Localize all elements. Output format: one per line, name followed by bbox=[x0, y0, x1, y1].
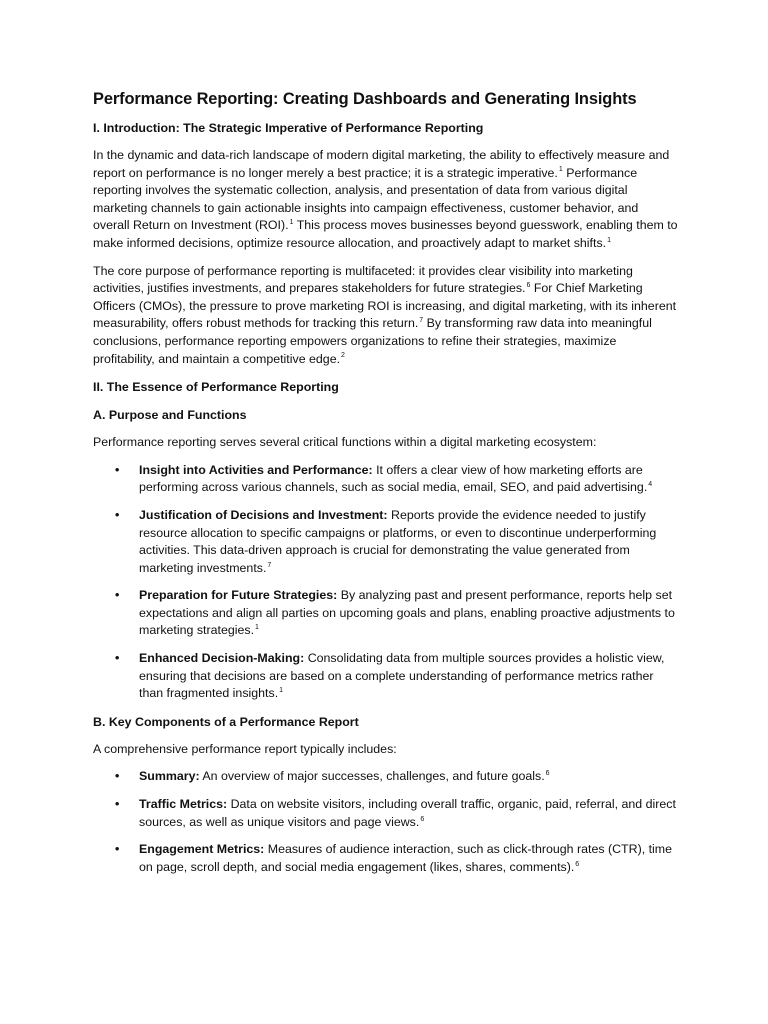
intro-p1-text-c: This process moves businesses beyond guesswork, enabling them to make informed decisions, optimize resource allocation, and proactively adapt to market shifts. bbox=[93, 218, 678, 250]
list-item-text: Consolidating data from multiple sources provides a holistic view, ensuring that decisions are based on a complete understanding of performance metrics rather than fragmented insights. bbox=[139, 651, 665, 701]
subsection-b-intro: A comprehensive performance report typically includes: bbox=[93, 741, 397, 756]
subsection-a-intro: Performance reporting serves several critical functions within a digital marketing ecosystem: bbox=[93, 435, 597, 450]
intro-paragraph-1 bbox=[93, 147, 678, 253]
document-page bbox=[93, 88, 678, 886]
intro-p2-text-a: The core purpose of performance reporting is multifaceted: it provides clear visibility into marketing activities, justifies investments, and prepares stakeholders for future strategies. bbox=[93, 263, 633, 296]
list-item bbox=[93, 587, 678, 640]
citation-ref: 1 bbox=[279, 687, 284, 695]
list-item bbox=[93, 796, 678, 831]
list-item-term: Summary: bbox=[139, 769, 200, 784]
intro-paragraph-2 bbox=[93, 263, 678, 369]
list-item-term: Enhanced Decision-Making: bbox=[139, 651, 305, 666]
citation-ref: 4 bbox=[648, 481, 653, 489]
bullet-icon: • bbox=[115, 651, 120, 666]
functions-list bbox=[93, 462, 678, 703]
citation-ref: 6 bbox=[526, 282, 531, 290]
citation-ref: 6 bbox=[545, 770, 550, 778]
citation-ref: 1 bbox=[558, 166, 563, 174]
bullet-icon: • bbox=[115, 462, 120, 477]
list-item-term: Justification of Decisions and Investment: bbox=[139, 507, 388, 522]
list-item bbox=[93, 650, 678, 703]
citation-ref: 6 bbox=[575, 860, 580, 868]
list-item bbox=[93, 507, 678, 577]
list-item-text: Reports provide the evidence needed to justify resource allocation to specific campaigns or platforms, or even to discontinue underperforming activities. This data-driven approach is crucial for demonstrating the value generated from marketing investments. bbox=[139, 507, 657, 575]
citation-ref: 1 bbox=[255, 624, 259, 632]
list-item bbox=[93, 768, 678, 786]
section-2-heading: II. The Essence of Performance Reporting bbox=[93, 380, 339, 395]
intro-p2-text-b: For Chief Marketing Officers (CMOs), the pressure to prove marketing ROI is increasing, and digital marketing, with its inherent measurability, offers robust methods for tracking this return. bbox=[93, 281, 677, 331]
list-item-term: Engagement Metrics: bbox=[139, 842, 265, 857]
list-item-term: Insight into Activities and Performance: bbox=[139, 462, 373, 477]
citation-ref: 7 bbox=[419, 317, 424, 325]
components-list bbox=[93, 768, 678, 876]
bullet-icon: • bbox=[115, 797, 120, 812]
citation-ref: 6 bbox=[420, 815, 425, 823]
subsection-a-heading: A. Purpose and Functions bbox=[93, 408, 247, 423]
list-item-text: An overview of major successes, challenges, and future goals. bbox=[199, 769, 545, 784]
intro-p1-text-b: Performance reporting involves the systematic collection, analysis, and presentation of data from various digital marketing channels to gain actionable insights into campaign effectiveness, customer behavior, and overall Return on Investment (ROI). bbox=[93, 165, 639, 233]
citation-ref: 1 bbox=[607, 236, 611, 244]
section-1-heading: I. Introduction: The Strategic Imperative of Performance Reporting bbox=[93, 121, 484, 135]
list-item-text: By analyzing past and present performance, reports help set expectations and align all parties on upcoming goals and plans, enabling proactive adjustments to marketing strategies. bbox=[139, 588, 675, 638]
list-item-term: Traffic Metrics: bbox=[139, 797, 228, 812]
intro-p2-text-c: By transforming raw data into meaningful conclusions, performance reporting empowers organizations to refine their strategies, maximize profitability, and maintain a competitive edge. bbox=[93, 316, 652, 366]
citation-ref: 7 bbox=[267, 561, 272, 569]
bullet-icon: • bbox=[115, 588, 120, 603]
list-item-text: Data on website visitors, including overall traffic, organic, paid, referral, and direct sources, as well as unique visitors and page views. bbox=[139, 797, 676, 829]
list-item bbox=[93, 841, 678, 876]
document-title: Performance Reporting: Creating Dashboards and Generating Insights bbox=[93, 90, 637, 108]
bullet-icon: • bbox=[115, 769, 120, 784]
citation-ref: 1 bbox=[289, 219, 294, 227]
subsection-b-heading: B. Key Components of a Performance Report bbox=[93, 714, 359, 729]
list-item bbox=[93, 462, 678, 497]
citation-ref: 2 bbox=[341, 352, 345, 360]
bullet-icon: • bbox=[115, 507, 120, 522]
list-item-text: It offers a clear view of how marketing efforts are performing across various channels, such as social media, email, SEO, and paid advertising. bbox=[139, 462, 648, 495]
list-item-text: Measures of audience interaction, such as click-through rates (CTR), time on page, scroll depth, and social media engagement (likes, shares, comments). bbox=[139, 842, 672, 874]
bullet-icon: • bbox=[115, 842, 120, 857]
list-item-term: Preparation for Future Strategies: bbox=[139, 588, 338, 603]
intro-p1-text-a: In the dynamic and data-rich landscape of modern digital marketing, the ability to effectively measure and report on performance is no longer merely a best practice; it is a strategic imperative. bbox=[93, 148, 670, 180]
